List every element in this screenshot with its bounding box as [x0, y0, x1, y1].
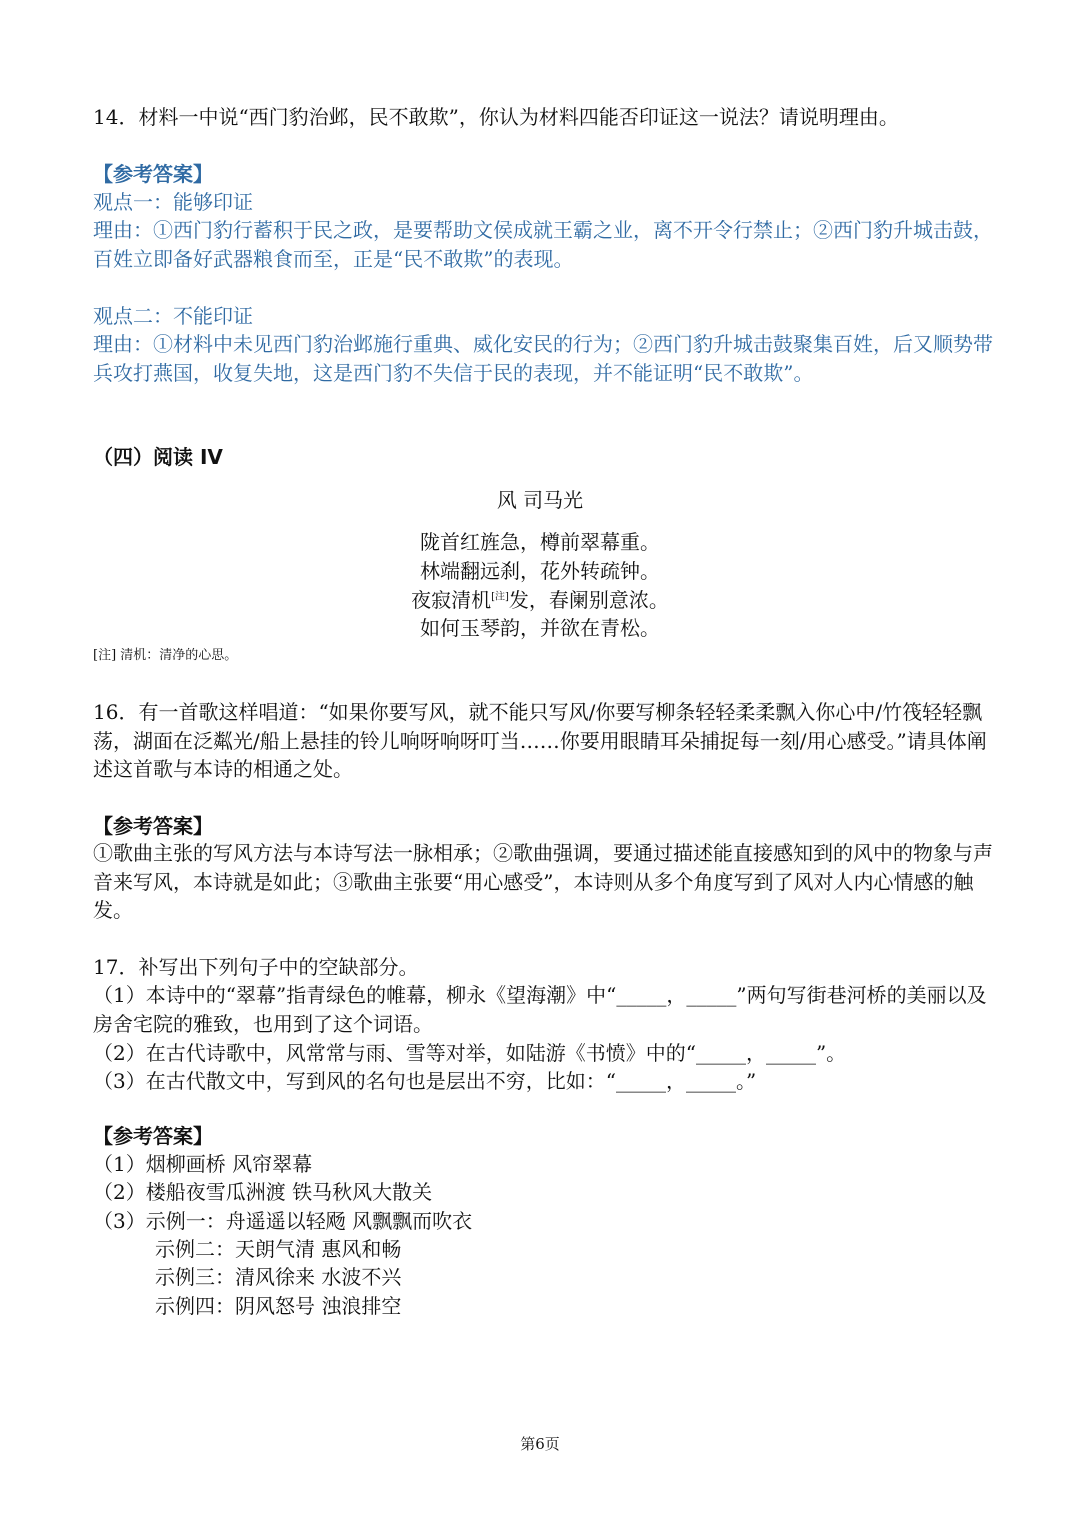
q17-item-3: （3）在古代散文中，写到风的名句也是层出不穷，比如：“_____，_____。” [93, 1069, 757, 1093]
q17-answer-1: （1）烟柳画桥 风帘翠幕 [93, 1152, 313, 1176]
poem-note-marker: [注] [491, 591, 509, 603]
poem-line-3 [0, 586, 1080, 615]
q16-question: 16．有一首歌这样唱道：“如果你要写风，就不能只写风/你要写柳条轻轻柔柔飘入你心中/竹筏轻轻飘荡，湖面在泛粼光/船上悬挂的铃儿响呀响呀叮当……你要用眼睛耳朵捕捉每一刻/用心感受。”请具体阐述这首歌与本诗的相通之处。 [93, 700, 987, 781]
q17-answer-3-example-4: 示例四：阴风怒号 浊浪排空 [155, 1294, 402, 1318]
q17-answer-heading: 【参考答案】 [93, 1124, 213, 1148]
page-number: 第6页 [520, 1435, 560, 1453]
q17-item-1: （1）本诗中的“翠幕”指青绿色的帷幕，柳永《望海潮》中“_____，_____”两句写街巷河桥的美丽以及房舍宅院的雅致，也用到了这个词语。 [93, 983, 987, 1036]
poem-line-3-part-a: 夜寂清机 [411, 588, 492, 612]
q17-item-2: （2）在古代诗歌中，风常常与雨、雪等对举，如陆游《书愤》中的“_____，_____”。 [93, 1041, 847, 1065]
q17-answer-2: （2）楼船夜雪瓜洲渡 铁马秋风大散关 [93, 1180, 433, 1204]
q14-view1-reason: 理由：①西门豹行蓄积于民之政，是要帮助文侯成就王霸之业，离不开令行禁止；②西门豹升城击鼓，百姓立即备好武器粮食而至，正是“民不敢欺”的表现。 [93, 218, 993, 271]
poem-footnote: [注] 清机：清净的心思。 [93, 648, 238, 663]
poem-line-1: 陇首红旌急，樽前翠幕重。 [420, 530, 660, 554]
q14-view2-reason: 理由：①材料中未见西门豹治邺施行重典、威化安民的行为；②西门豹升城击鼓聚集百姓，后又顺势带兵攻打燕国，收复失地，这是西门豹不失信于民的表现，并不能证明“民不敢欺”。 [93, 332, 993, 385]
q14-view1-title: 观点一：能够印证 [93, 190, 253, 214]
section4-heading: （四）阅读 IV [93, 445, 223, 469]
q16-answer-heading: 【参考答案】 [93, 814, 213, 838]
q14-question: 14．材料一中说“西门豹治邺，民不敢欺”，你认为材料四能否印证这一说法？请说明理由。 [93, 105, 899, 129]
q14-view2-title: 观点二：不能印证 [93, 304, 253, 328]
q17-answer-3-example-2: 示例二：天朗气清 惠风和畅 [155, 1237, 402, 1261]
q14-answer-heading: 【参考答案】 [93, 162, 213, 186]
q17-answer-3-example-3: 示例三：清风徐来 水波不兴 [155, 1265, 402, 1289]
q17-answer-3: （3）示例一：舟遥遥以轻飏 风飘飘而吹衣 [93, 1209, 473, 1233]
q17-question: 17．补写出下列句子中的空缺部分。 [93, 955, 419, 979]
poem-line-3-part-b: 发，春阑别意浓。 [508, 588, 669, 612]
q16-answer: ①歌曲主张的写风方法与本诗写法一脉相承；②歌曲强调，要通过描述能直接感知到的风中的物象与声音来写风，本诗就是如此；③歌曲主张要“用心感受”，本诗则从多个角度写到了风对人内心情感的触发。 [93, 841, 993, 922]
poem-line-4: 如何玉琴韵，并欲在青松。 [420, 616, 660, 640]
poem-title: 风 司马光 [496, 488, 584, 512]
poem-line-2: 林端翻远刹，花外转疏钟。 [420, 559, 660, 583]
